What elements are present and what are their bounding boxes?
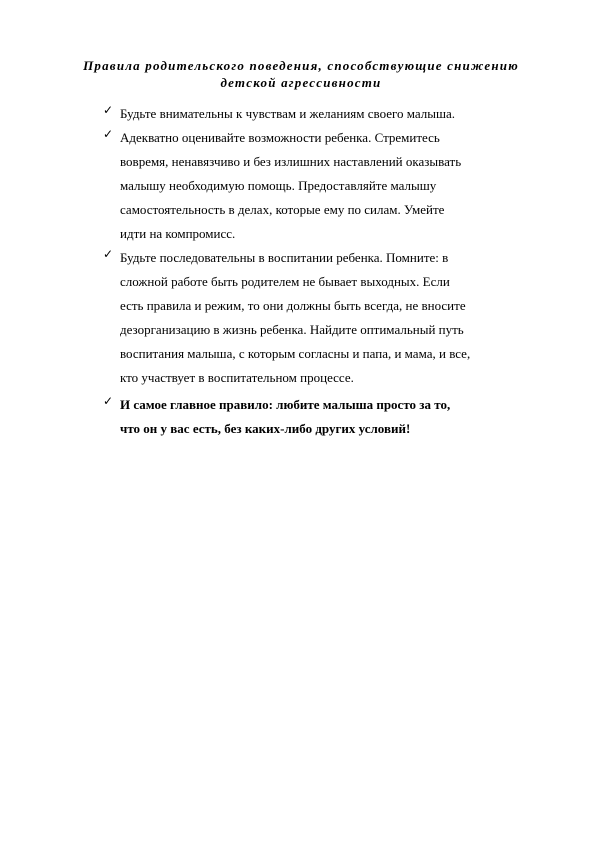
rule-line: есть правила и режим, то они должны быть всегда, не вносите	[120, 298, 466, 313]
rule-line: кто участвует в воспитательном процессе.	[120, 370, 354, 385]
document-title	[70, 57, 532, 91]
rule-line: идти на компромисс.	[120, 226, 236, 241]
title-line: детской агрессивности	[220, 75, 382, 90]
list-item	[103, 246, 513, 390]
rules-list	[103, 102, 513, 441]
list-item	[103, 393, 513, 441]
rule-line: сложной работе быть родителем не бывает выходных. Если	[120, 274, 450, 289]
rule-line: Будьте внимательны к чувствам и желаниям своего малыша.	[120, 106, 456, 121]
title-line: Правила родительского поведения, способствующие снижению	[83, 58, 519, 73]
check-mark-icon: ✓	[103, 127, 114, 141]
rule-line: Адекватно оценивайте возможности ребенка. Стремитесь	[120, 130, 440, 145]
rule-line: самостоятельность в делах, которые ему по силам. Умейте	[120, 202, 445, 217]
check-mark-icon: ✓	[103, 247, 114, 261]
check-mark-icon: ✓	[103, 394, 114, 408]
list-item	[103, 126, 513, 246]
rule-line: Будьте последовательны в воспитании ребенка. Помните: в	[120, 250, 449, 265]
rule-line: малышу необходимую помощь. Предоставляйте малышу	[120, 178, 437, 193]
rule-line: дезорганизацию в жизнь ребенка. Найдите оптимальный путь	[120, 322, 464, 337]
list-item	[103, 102, 513, 126]
check-mark-icon: ✓	[103, 103, 114, 117]
rule-line: вовремя, ненавязчиво и без излишних наставлений оказывать	[120, 154, 462, 169]
rule-line: что он у вас есть, без каких-либо других условий!	[120, 421, 411, 436]
rule-line: воспитания малыша, с которым согласны и папа, и мама, и все,	[120, 346, 471, 361]
rule-line: И самое главное правило: любите малыша просто за то,	[120, 397, 451, 412]
